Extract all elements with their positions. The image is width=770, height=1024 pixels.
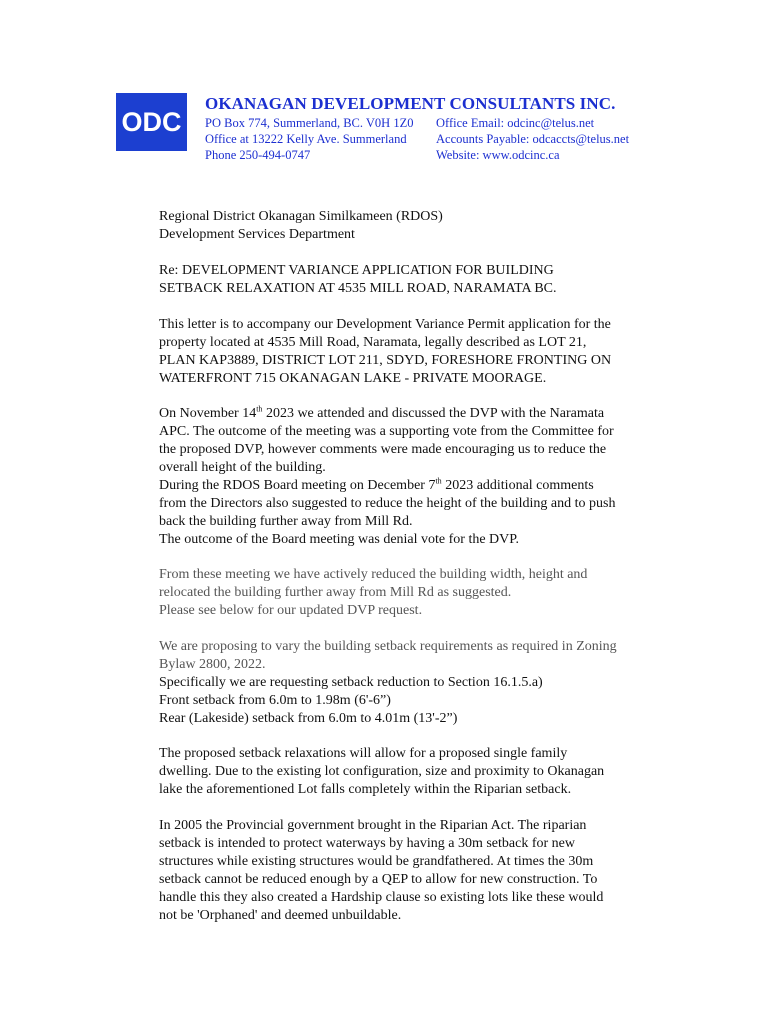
paragraph-line: back the building further away from Mill Rd. [159,514,413,529]
contact-office-address: Office at 13222 Kelly Ave. Summerland [205,132,407,146]
contact-po-box: PO Box 774, Summerland, BC. V0H 1Z0 [205,116,414,130]
contact-phone: Phone 250-494-0747 [205,148,311,162]
paragraph-line: setback cannot be reduced enough by a QEP to allow for new construction. To [159,872,598,887]
proposal-paragraph [159,638,659,728]
intro-paragraph [159,316,659,388]
history-paragraph [159,405,659,549]
odc-logo [116,93,187,151]
company-name: OKANAGAN DEVELOPMENT CONSULTANTS INC. [205,94,616,113]
paragraph-line: Front setback from 6.0m to 1.98m (6'-6”) [159,693,391,708]
paragraph-line: Please see below for our updated DVP request. [159,603,423,618]
riparian-paragraph [159,817,659,925]
contact-address-block [205,115,413,163]
paragraph-line: handle this they also created a Hardship clause so existing lots like these would [159,890,604,905]
paragraph-line: This letter is to accompany our Development Variance Permit application for the [159,317,611,332]
paragraph-line: Bylaw 2800, 2022. [159,657,266,672]
recipient-line: Development Services Department [159,227,355,242]
paragraph-line [159,405,659,423]
relaxation-paragraph [159,745,659,799]
logo-text: ODC [121,106,182,137]
contact-accounts-email: Accounts Payable: odcaccts@telus.net [436,132,630,146]
changes-paragraph [159,566,659,620]
paragraph-line: the proposed DVP, however comments were made encouraging us to reduce the [159,442,607,457]
paragraph-line: In 2005 the Provincial government brought in the Riparian Act. The riparian [159,818,587,833]
paragraph-line: from the Directors also suggested to reduce the height of the building and to push [159,496,616,511]
paragraph-line: WATERFRONT 715 OKANAGAN LAKE - PRIVATE MOORAGE. [159,371,547,386]
text-fragment: During the RDOS Board meeting on December 7 [159,478,436,493]
recipient-line: Regional District Okanagan Similkameen (RDOS) [159,209,443,224]
text-fragment: 2023 we attended and discussed the DVP with the Naramata [262,406,605,421]
paragraph-line: not be 'Orphaned' and deemed unbuildable. [159,908,402,923]
paragraph-line [159,477,659,495]
ordinal-suffix: th [435,476,442,486]
text-fragment: 2023 additional comments [441,478,594,493]
contact-office-email: Office Email: odcinc@telus.net [436,116,595,130]
contact-website: Website: www.odcinc.ca [436,148,560,162]
ordinal-suffix: th [256,404,263,414]
paragraph-line: relocated the building further away from Mill Rd as suggested. [159,585,512,600]
paragraph-line: From these meeting we have actively reduced the building width, height and [159,567,588,582]
paragraph-line: PLAN KAP3889, DISTRICT LOT 211, SDYD, FORESHORE FRONTING ON [159,353,612,368]
recipient-block [159,208,659,244]
paragraph-line: We are proposing to vary the building setback requirements as required in Zoning [159,639,617,654]
paragraph-line: overall height of the building. [159,460,326,475]
paragraph-line: setback is intended to protect waterways by having a 30m setback for new [159,836,575,851]
paragraph-line: The proposed setback relaxations will allow for a proposed single family [159,746,568,761]
subject-line: Re: DEVELOPMENT VARIANCE APPLICATION FOR BUILDING [159,263,554,278]
subject-block [159,262,659,298]
text-fragment: On November 14 [159,406,257,421]
paragraph-line: The outcome of the Board meeting was denial vote for the DVP. [159,532,520,547]
paragraph-line: APC. The outcome of the meeting was a supporting vote from the Committee for [159,424,614,439]
paragraph-line: dwelling. Due to the existing lot configuration, size and proximity to Okanagan [159,764,605,779]
contact-online-block [436,115,629,163]
paragraph-line: Specifically we are requesting setback reduction to Section 16.1.5.a) [159,675,543,690]
paragraph-line: lake the aforementioned Lot falls completely within the Riparian setback. [159,782,572,797]
subject-line: SETBACK RELAXATION AT 4535 MILL ROAD, NARAMATA BC. [159,281,557,296]
paragraph-line: property located at 4535 Mill Road, Naramata, legally described as LOT 21, [159,335,587,350]
paragraph-line: structures while existing structures would be grandfathered. At times the 30m [159,854,594,869]
paragraph-line: Rear (Lakeside) setback from 6.0m to 4.01m (13'-2”) [159,711,458,726]
